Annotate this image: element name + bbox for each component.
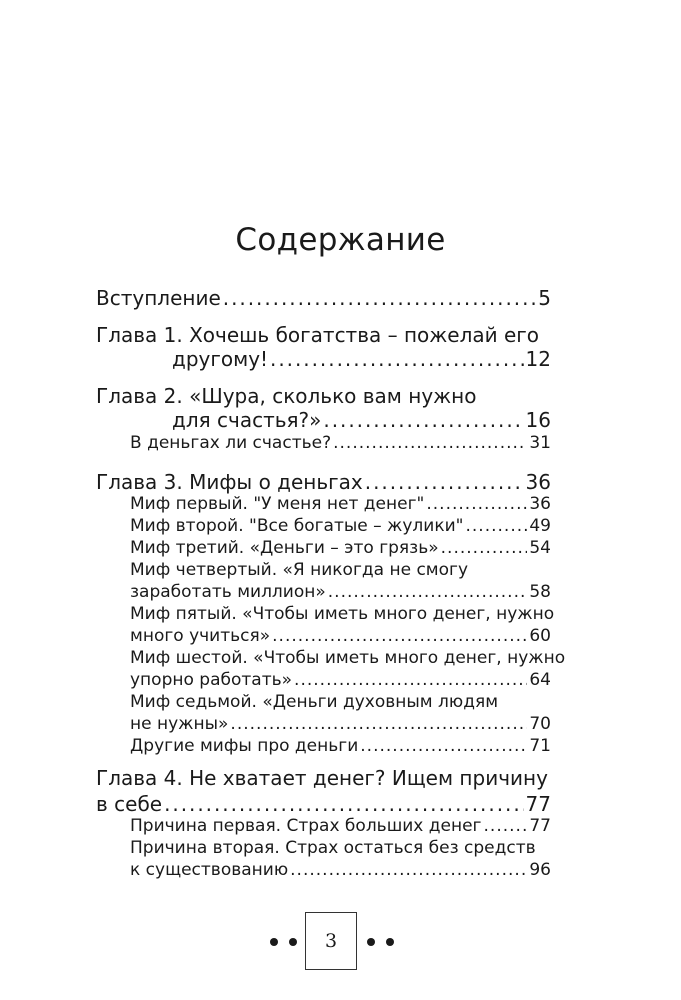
- toc-entry-myth4[interactable]: [130, 582, 551, 602]
- toc-page-number: 36: [525, 470, 551, 494]
- bullet-icon: [270, 938, 278, 946]
- toc-page-number: 71: [529, 736, 551, 756]
- dot-leader: [294, 670, 527, 690]
- toc-entry-text: много учиться»: [130, 626, 271, 646]
- toc-entry-text: Причина первая. Страх больших денег: [130, 816, 482, 836]
- dot-leader: [290, 860, 527, 880]
- dot-leader: [323, 408, 523, 432]
- dot-leader: [465, 516, 527, 536]
- bullet-icon: [386, 938, 394, 946]
- toc-entry-myth5-line1[interactable]: Миф пятый. «Чтобы иметь много денег, нужно: [130, 604, 555, 624]
- toc-page-number: 60: [529, 626, 551, 646]
- toc-entry-intro[interactable]: [96, 286, 551, 310]
- dot-leader: [426, 494, 527, 514]
- dot-leader: [223, 286, 537, 310]
- toc-entry-ch4[interactable]: [96, 792, 551, 816]
- toc-page-number: 49: [529, 516, 551, 536]
- toc-entry-text: В деньгах ли счастье?: [130, 433, 332, 453]
- toc-entry-ch2[interactable]: [172, 408, 551, 432]
- page-number-box: [305, 912, 357, 970]
- toc-page-number: 54: [529, 538, 551, 558]
- toc-entry-text: Другие мифы про деньги: [130, 736, 359, 756]
- dot-leader: [365, 470, 524, 494]
- dot-leader: [441, 538, 528, 558]
- dot-leader: [328, 582, 528, 602]
- toc-entry-text: Глава 3. Мифы о деньгах: [96, 470, 363, 494]
- toc-entry-myth2[interactable]: [130, 516, 551, 536]
- toc-page-number: 5: [538, 286, 551, 310]
- toc-page-number: 70: [529, 714, 551, 734]
- toc-page-number: 12: [525, 347, 551, 371]
- toc-entry-myth-other[interactable]: [130, 736, 551, 756]
- toc-entry-text: Миф первый. "У меня нет денег": [130, 494, 425, 514]
- toc-entry-text: Миф третий. «Деньги – это грязь»: [130, 538, 439, 558]
- toc-entry-text: не нужны»: [130, 714, 229, 734]
- page-number: 3: [324, 930, 338, 952]
- toc-entry-text: упорно работать»: [130, 670, 293, 690]
- toc-entry-reason1[interactable]: [130, 816, 551, 836]
- dot-leader: [272, 626, 527, 646]
- toc-entry-myth7-line1[interactable]: Миф седьмой. «Деньги духовным людям: [130, 692, 499, 712]
- toc-entry-myth6-line1[interactable]: Миф шестой. «Чтобы иметь много денег, нужно: [130, 648, 566, 668]
- page-footer: [0, 912, 681, 970]
- toc-entry-ch2-sub1[interactable]: [130, 433, 551, 453]
- toc-page-number: 77: [529, 816, 551, 836]
- toc-entry-myth7[interactable]: [130, 714, 551, 734]
- toc-entry-myth3[interactable]: [130, 538, 551, 558]
- toc-page-number: 96: [529, 860, 551, 880]
- toc-entry-myth1[interactable]: [130, 494, 551, 514]
- toc-entry-text: для счастья?»: [172, 408, 322, 432]
- toc-entry-text: в себе: [96, 792, 163, 816]
- toc-page-number: 16: [525, 408, 551, 432]
- toc-entry-text: к существованию: [130, 860, 289, 880]
- toc-page-number: 36: [529, 494, 551, 514]
- bullet-icon: [367, 938, 375, 946]
- toc-entry-ch1-line1[interactable]: Глава 1. Хочешь богатства – пожелай его: [96, 323, 540, 347]
- toc-entry-text: заработать миллион»: [130, 582, 326, 602]
- toc-page-number: 64: [529, 670, 551, 690]
- dot-leader: [360, 736, 527, 756]
- dot-leader: [270, 347, 524, 371]
- toc-entry-myth4-line1[interactable]: Миф четвертый. «Я никогда не смогу: [130, 560, 469, 580]
- toc-entry-text: другому!: [172, 347, 269, 371]
- toc-page-number: 31: [529, 433, 551, 453]
- toc-entry-myth6[interactable]: [130, 670, 551, 690]
- toc-entry-ch1[interactable]: [172, 347, 551, 371]
- toc-entry-text: Вступление: [96, 286, 221, 310]
- toc-entry-reason2[interactable]: [130, 860, 551, 880]
- toc-entry-text: Миф второй. "Все богатые – жулики": [130, 516, 464, 536]
- toc-entry-ch3[interactable]: [96, 470, 551, 494]
- toc-page-number: 58: [529, 582, 551, 602]
- dot-leader: [164, 792, 523, 816]
- toc-entry-myth5[interactable]: [130, 626, 551, 646]
- bullet-icon: [289, 938, 297, 946]
- toc-entry-ch2-line1[interactable]: Глава 2. «Шура, сколько вам нужно: [96, 384, 477, 408]
- dot-leader: [484, 816, 528, 836]
- toc-entry-ch4-line1[interactable]: Глава 4. Не хватает денег? Ищем причину: [96, 766, 548, 790]
- dot-leader: [230, 714, 527, 734]
- toc-page-number: 77: [525, 792, 551, 816]
- dot-leader: [333, 433, 527, 453]
- toc-entry-reason2-line1[interactable]: Причина вторая. Страх остаться без средств: [130, 838, 536, 858]
- page-title: Содержание: [235, 222, 446, 258]
